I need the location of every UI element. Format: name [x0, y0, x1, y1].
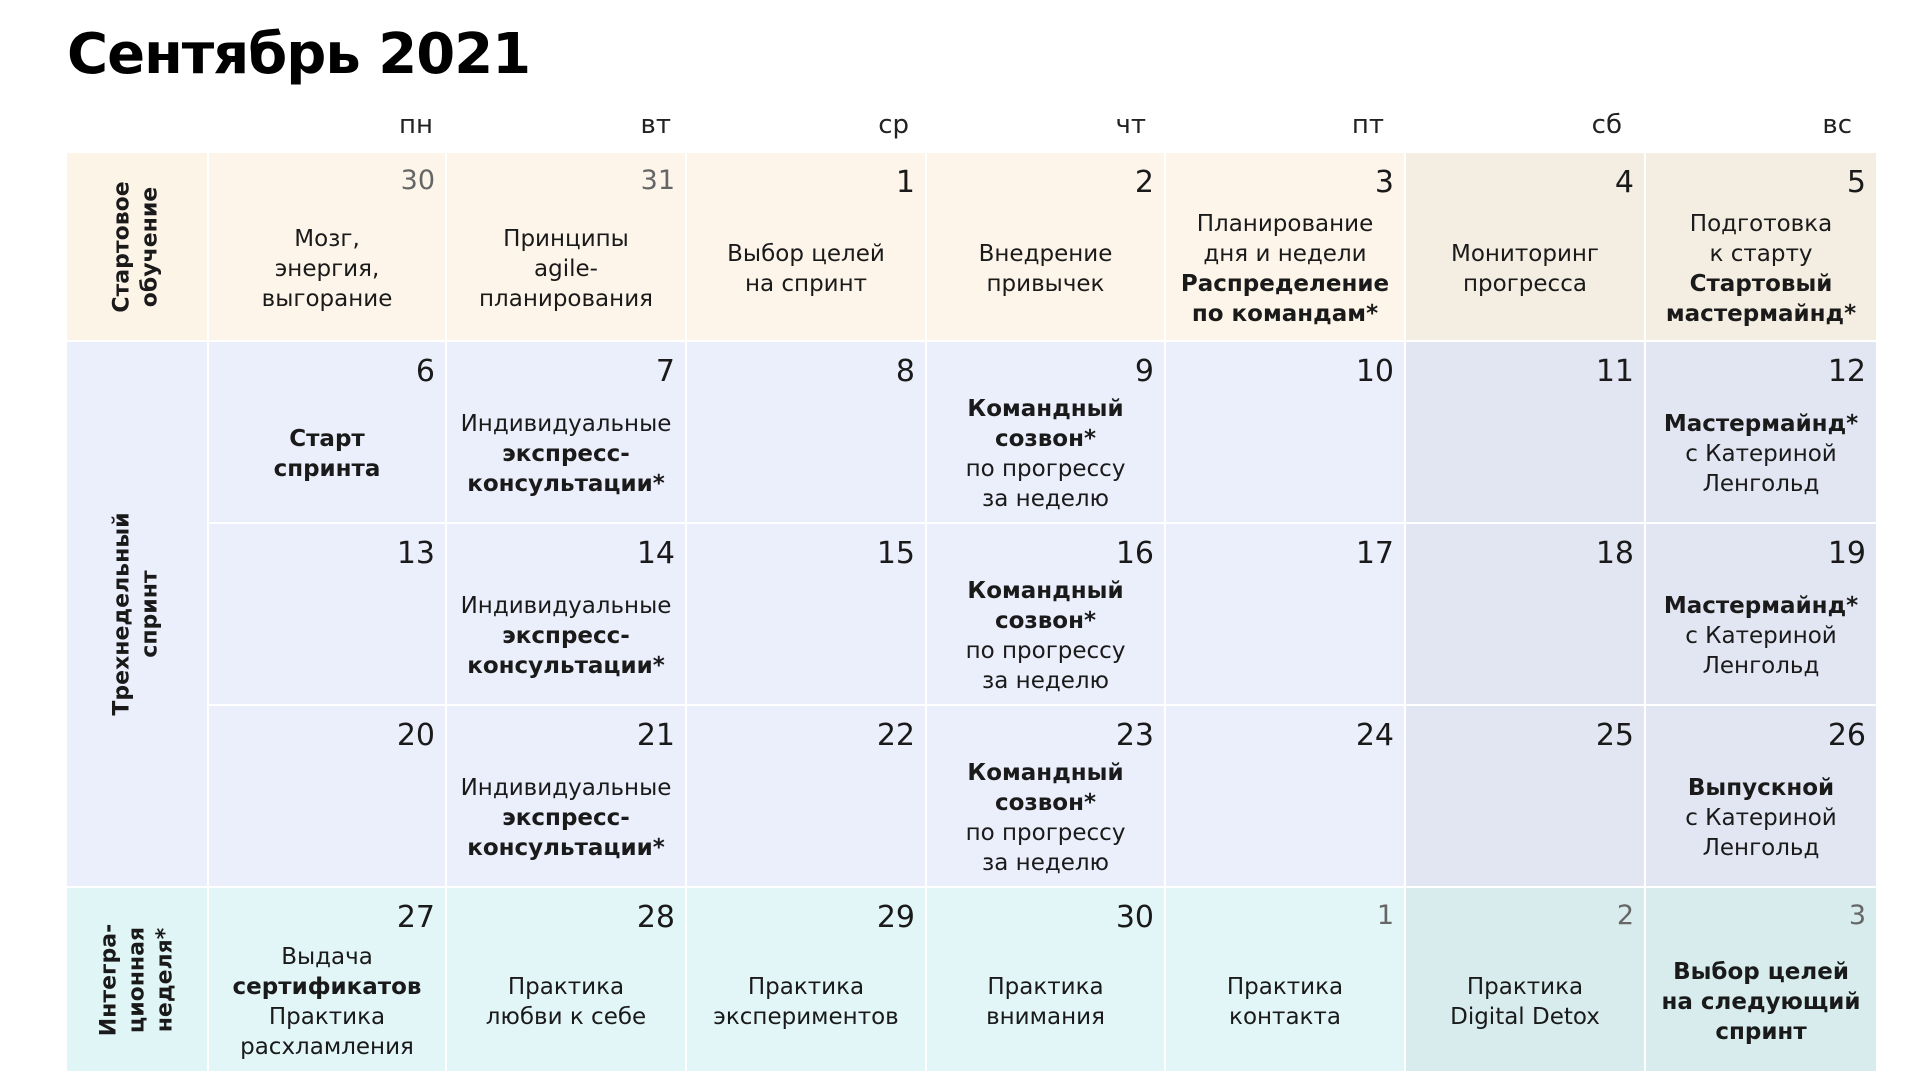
weekday-sat: сб — [1591, 110, 1622, 140]
day-cell[interactable] — [209, 153, 445, 340]
day-number: 13 — [396, 536, 435, 571]
day-number: 24 — [1355, 718, 1394, 753]
event-text — [713, 938, 898, 1065]
day-cell[interactable] — [447, 524, 685, 704]
day-cell[interactable] — [1166, 524, 1404, 704]
event-text — [1664, 392, 1858, 516]
event-line: Распределение — [1180, 270, 1390, 297]
day-cell[interactable] — [209, 706, 445, 886]
event-line: мастермайнд* — [1665, 300, 1857, 327]
day-cell[interactable] — [1406, 888, 1644, 1071]
event-text — [1664, 574, 1858, 698]
event-line: любви к себе — [485, 1003, 647, 1030]
event-text — [262, 203, 393, 334]
row-label-line: обучение — [138, 186, 163, 307]
day-cell[interactable] — [1646, 153, 1876, 340]
day-cell[interactable] — [209, 524, 445, 704]
day-number: 29 — [876, 900, 915, 935]
event-line: Планирование — [1196, 210, 1374, 237]
row-label-line: ционная — [123, 926, 149, 1033]
event-text — [274, 392, 381, 516]
day-number: 6 — [415, 354, 435, 389]
day-number: 8 — [895, 354, 915, 389]
event-line: спринт — [1715, 1018, 1807, 1045]
day-cell[interactable] — [687, 888, 925, 1071]
event-line: внимания — [986, 1003, 1105, 1030]
event-line: энергия, — [274, 255, 380, 282]
event-line: Выпускной — [1687, 775, 1835, 801]
day-number: 17 — [1355, 536, 1394, 571]
event-line: Командный — [967, 396, 1124, 422]
event-line: за неделю — [982, 850, 1109, 876]
day-cell[interactable] — [927, 153, 1164, 340]
day-cell[interactable] — [447, 153, 685, 340]
day-number: 22 — [876, 718, 915, 753]
day-cell[interactable] — [1646, 706, 1876, 886]
row-label-line: неделя* — [151, 927, 177, 1032]
event-line: Принципы — [503, 225, 629, 252]
day-cell[interactable] — [1406, 524, 1644, 704]
event-line: Ленгольд — [1702, 653, 1820, 679]
event-line: Практика — [987, 973, 1104, 1000]
event-text — [461, 756, 672, 880]
day-cell[interactable] — [209, 342, 445, 522]
row-label-start-training — [67, 153, 207, 340]
event-line: прогресса — [1463, 270, 1587, 297]
day-number: 19 — [1827, 536, 1866, 571]
day-number: 3 — [1848, 900, 1866, 931]
day-number: 20 — [396, 718, 435, 753]
event-line: созвон* — [994, 426, 1097, 452]
day-number: 16 — [1115, 536, 1154, 571]
event-line: консультации* — [467, 471, 665, 497]
weekday-tue: вт — [640, 110, 671, 140]
page-title: Сентябрь 2021 — [67, 22, 531, 87]
row-label-line: Трехнедельный — [110, 512, 135, 716]
event-line: расхламления — [240, 1033, 414, 1060]
event-line: Практика — [1466, 973, 1584, 1000]
event-line: Практика — [268, 1003, 386, 1030]
event-text — [461, 392, 672, 516]
event-line: с Катериной — [1685, 805, 1837, 831]
event-text — [1685, 756, 1837, 880]
event-line: Мастермайнд* — [1663, 593, 1859, 619]
event-line: по командам* — [1191, 300, 1379, 327]
event-line: по прогрессу — [965, 638, 1126, 664]
event-line: экспресс- — [502, 441, 630, 467]
day-cell[interactable] — [1406, 706, 1644, 886]
day-number: 7 — [655, 354, 675, 389]
event-line: к старту — [1709, 240, 1813, 267]
event-line: Подготовка — [1689, 210, 1833, 237]
event-line: Digital Detox — [1450, 1003, 1600, 1030]
day-number: 2 — [1616, 900, 1634, 931]
day-cell[interactable] — [687, 153, 925, 340]
event-line: Командный — [967, 578, 1124, 604]
event-line: Ленгольд — [1702, 471, 1820, 497]
event-line: Ленгольд — [1702, 835, 1820, 861]
event-text — [479, 203, 653, 334]
day-number: 4 — [1614, 165, 1634, 200]
weekday-header — [207, 105, 1862, 145]
day-cell[interactable] — [927, 524, 1164, 704]
day-cell[interactable] — [209, 888, 445, 1071]
event-text — [966, 756, 1126, 880]
day-cell[interactable] — [447, 888, 685, 1071]
event-line: Старт — [289, 426, 365, 452]
row-label-line: спринт — [138, 570, 163, 658]
event-line: сертификатов — [232, 973, 422, 1000]
event-text — [1181, 203, 1389, 334]
event-line: с Катериной — [1685, 623, 1837, 649]
event-text — [1666, 203, 1856, 334]
day-number: 15 — [876, 536, 915, 571]
event-text — [486, 938, 646, 1065]
day-cell[interactable] — [447, 342, 685, 522]
event-line: Мастермайнд* — [1663, 411, 1859, 437]
day-number: 1 — [1376, 900, 1394, 931]
event-line: agile- — [534, 255, 598, 282]
day-cell[interactable] — [927, 888, 1164, 1071]
event-text — [1451, 203, 1599, 334]
day-number: 26 — [1827, 718, 1866, 753]
day-number: 28 — [636, 900, 675, 935]
day-number: 21 — [636, 718, 675, 753]
event-line: за неделю — [982, 486, 1109, 512]
day-number: 3 — [1374, 165, 1394, 200]
day-number: 2 — [1134, 165, 1154, 200]
event-line: контакта — [1229, 1003, 1341, 1030]
event-line: привычек — [986, 270, 1105, 297]
row-label-sprint — [67, 342, 207, 886]
event-text — [1661, 938, 1860, 1065]
event-line: планирования — [479, 285, 653, 312]
event-line: консультации* — [467, 835, 665, 861]
day-cell[interactable] — [1646, 524, 1876, 704]
event-line: Выдача — [281, 943, 373, 970]
event-line: на следующий — [1661, 988, 1861, 1015]
day-number: 23 — [1115, 718, 1154, 753]
event-text — [1450, 938, 1600, 1065]
day-number: 9 — [1134, 354, 1154, 389]
day-cell[interactable] — [447, 706, 685, 886]
day-number: 31 — [640, 165, 675, 196]
event-text — [233, 938, 422, 1065]
row-label-integration-week — [67, 888, 207, 1071]
event-line: экспресс- — [502, 805, 630, 831]
event-line: выгорание — [261, 285, 393, 312]
calendar-grid — [67, 153, 1866, 1063]
event-line: экспресс- — [502, 623, 630, 649]
event-line: Мониторинг — [1450, 240, 1600, 267]
day-cell[interactable] — [927, 342, 1164, 522]
event-line: Практика — [507, 973, 625, 1000]
event-text — [966, 574, 1126, 698]
day-cell[interactable] — [927, 706, 1164, 886]
event-text — [1227, 938, 1343, 1065]
weekday-sun: вс — [1822, 110, 1852, 140]
event-line: Индивидуальные — [460, 775, 672, 801]
event-line: Индивидуальные — [460, 411, 672, 437]
day-number: 1 — [895, 165, 915, 200]
event-line: Внедрение — [978, 240, 1113, 267]
day-number: 12 — [1827, 354, 1866, 389]
day-cell[interactable] — [687, 342, 925, 522]
event-line: созвон* — [994, 790, 1097, 816]
event-line: консультации* — [467, 653, 665, 679]
event-text — [966, 392, 1126, 516]
day-number: 25 — [1595, 718, 1634, 753]
event-line: Стартовый — [1689, 270, 1833, 297]
day-cell[interactable] — [1646, 342, 1876, 522]
weekday-wed: ср — [878, 110, 909, 140]
event-line: Практика — [747, 973, 865, 1000]
event-line: по прогрессу — [965, 820, 1126, 846]
event-line: по прогрессу — [965, 456, 1126, 482]
day-number: 14 — [636, 536, 675, 571]
day-number: 5 — [1846, 165, 1866, 200]
day-cell[interactable] — [1166, 706, 1404, 886]
event-line: Мозг, — [294, 225, 360, 252]
day-cell[interactable] — [1406, 153, 1644, 340]
day-cell[interactable] — [1166, 153, 1404, 340]
event-line: Индивидуальные — [460, 593, 672, 619]
event-text — [727, 203, 885, 334]
event-line: с Катериной — [1685, 441, 1837, 467]
day-number: 27 — [396, 900, 435, 935]
event-line: за неделю — [982, 668, 1109, 694]
event-text — [986, 938, 1105, 1065]
day-number: 30 — [400, 165, 435, 196]
event-line: Выбор целей — [727, 240, 885, 267]
event-text — [979, 203, 1113, 334]
weekday-thu: чт — [1115, 110, 1146, 140]
day-number: 10 — [1355, 354, 1394, 389]
day-number: 11 — [1595, 354, 1634, 389]
day-cell[interactable] — [1166, 342, 1404, 522]
event-line: Практика — [1226, 973, 1344, 1000]
event-line: Командный — [967, 760, 1124, 786]
row-label-line: Стартовое — [110, 180, 135, 313]
day-cell[interactable] — [1406, 342, 1644, 522]
event-line: на спринт — [744, 270, 868, 297]
event-line: спринта — [273, 456, 381, 482]
weekday-fri: пт — [1351, 110, 1384, 140]
event-line: Выбор целей — [1673, 958, 1849, 985]
day-number: 18 — [1595, 536, 1634, 571]
event-line: созвон* — [994, 608, 1097, 634]
day-number: 30 — [1115, 900, 1154, 935]
day-cell[interactable] — [1166, 888, 1404, 1071]
row-label-line: Интегра- — [95, 923, 121, 1036]
day-cell[interactable] — [1646, 888, 1876, 1071]
event-line: экспериментов — [713, 1003, 899, 1030]
event-text — [461, 574, 672, 698]
day-cell[interactable] — [687, 524, 925, 704]
event-line: дня и недели — [1203, 240, 1367, 267]
day-cell[interactable] — [687, 706, 925, 886]
weekday-mon: пн — [399, 110, 433, 140]
